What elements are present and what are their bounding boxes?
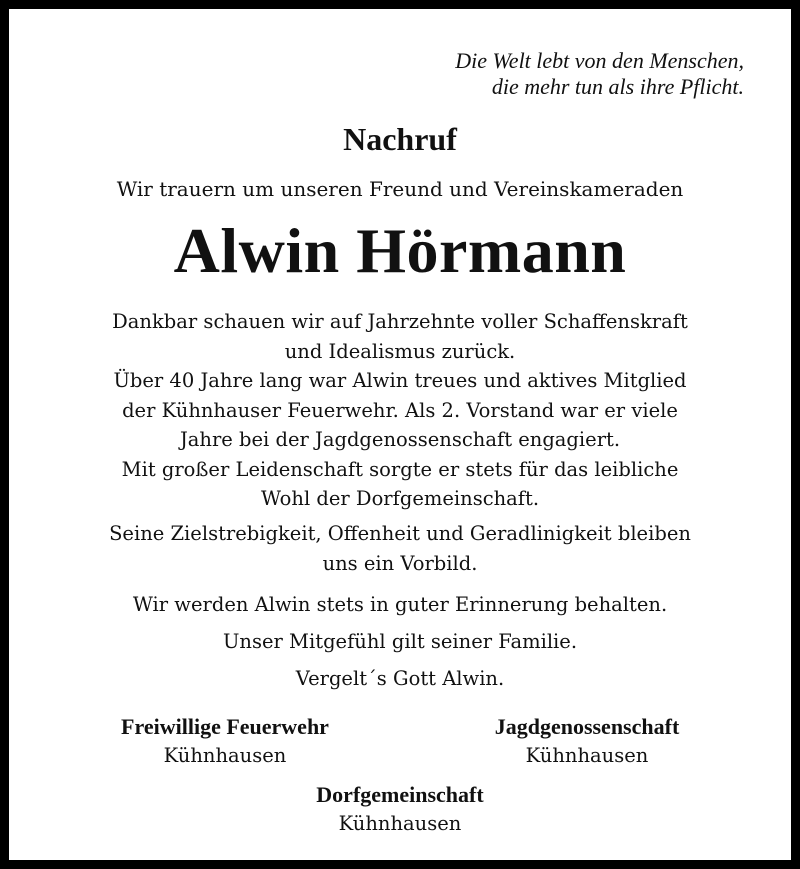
signature-org: Jagdgenossenschaft bbox=[494, 714, 680, 739]
tribute-line: Jahre bei der Jagdgenossenschaft engagiert. bbox=[179, 428, 621, 451]
deceased-name: Alwin Hörmann bbox=[173, 215, 627, 286]
tribute-line: Dankbar schauen wir auf Jahrzehnte voller Schaffenskraft bbox=[112, 310, 688, 333]
signature-village-community bbox=[270, 779, 530, 838]
tribute-paragraph-2 bbox=[9, 519, 791, 578]
condolence-line: Unser Mitgefühl gilt seiner Familie. bbox=[222, 630, 578, 653]
tribute-line: und Idealismus zurück. bbox=[284, 339, 516, 363]
farewell-line: Vergelt´s Gott Alwin. bbox=[295, 667, 505, 690]
signature-place: Kühnhausen bbox=[525, 744, 649, 767]
tribute-line: Mit großer Leidenschaft sorgte er stets für das leibliche bbox=[121, 457, 679, 481]
notice-heading: Nachruf bbox=[343, 121, 457, 157]
tribute-line: Über 40 Jahre lang war Alwin treues und aktives Mitglied bbox=[113, 369, 687, 392]
signature-org: Freiwillige Feuerwehr bbox=[121, 714, 329, 739]
memory-line: Wir werden Alwin stets in guter Erinnerung behalten. bbox=[132, 593, 668, 616]
signature-hunting-cooperative bbox=[457, 711, 717, 770]
tribute-line: Wohl der Dorfgemeinschaft. bbox=[260, 487, 540, 510]
tribute-line: der Kühnhauser Feuerwehr. Als 2. Vorstand war er viele bbox=[122, 398, 678, 422]
tribute-paragraph-1 bbox=[9, 307, 791, 514]
motto-quote bbox=[455, 48, 744, 100]
signature-place: Kühnhausen bbox=[163, 744, 287, 767]
tribute-line: Seine Zielstrebigkeit, Offenheit und Geradlinigkeit bleiben bbox=[109, 522, 691, 545]
signature-fire-brigade bbox=[95, 711, 355, 770]
tribute-line: uns ein Vorbild. bbox=[322, 551, 478, 575]
signature-org: Dorfgemeinschaft bbox=[316, 782, 484, 807]
signature-place: Kühnhausen bbox=[338, 812, 462, 835]
motto-line-1: Die Welt lebt von den Menschen, bbox=[455, 48, 744, 73]
motto-line-2: die mehr tun als ihre Pflicht. bbox=[491, 74, 744, 99]
intro-line: Wir trauern um unseren Freund und Vereinskameraden bbox=[116, 177, 684, 201]
